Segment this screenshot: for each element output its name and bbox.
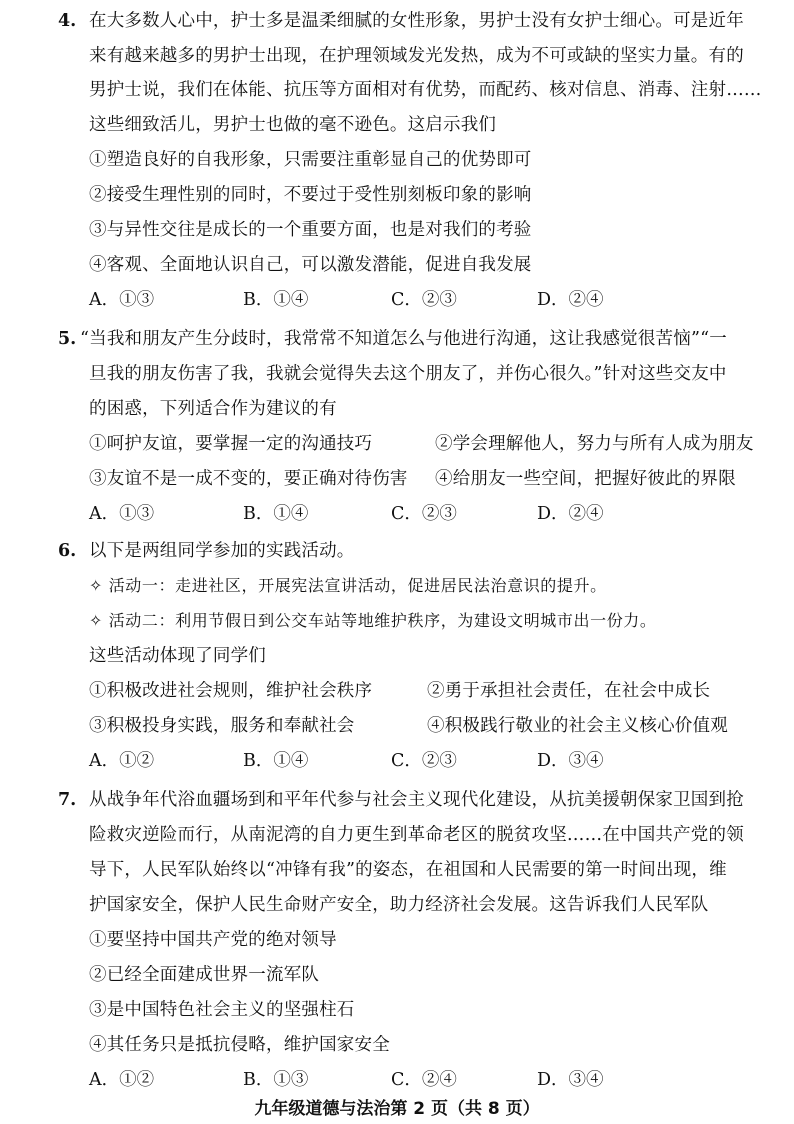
question-number: 4. [58,11,77,31]
option-c: C．②③ [391,290,457,310]
question-number: 6. [58,541,77,561]
option-d: D．②④ [537,504,604,524]
option-b: B．①③ [243,1070,309,1090]
statement: ②勇于承担社会责任，在社会中成长 [427,681,711,701]
stem-line: 以下是两组同学参加的实践活动。 [89,541,355,561]
statement: ③与异性交往是成长的一个重要方面，也是对我们的考验 [89,220,532,240]
statement: ①要坚持中国共产党的绝对领导 [89,930,337,950]
statement: ③积极投身实践，服务和奉献社会 [89,716,355,736]
statements-row [89,462,766,496]
statements-row [89,709,766,743]
statement: ①积极改进社会规则，维护社会秩序 [89,681,373,701]
statement: ③是中国特色社会主义的坚强柱石 [89,1000,355,1020]
statement: ②已经全面建成世界一流军队 [89,965,320,985]
statement: ④积极践行敬业的社会主义核心价值观 [427,716,728,736]
stem-line: 旦我的朋友伤害了我，我就会觉得失去这个朋友了，并伤心很久。”针对这些交友中 [89,364,727,384]
statement: ④其任务只是抵抗侵略，维护国家安全 [89,1035,390,1055]
stem-line: 护国家安全，保护人民生命财产安全，助力经济社会发展。这告诉我们人民军队 [89,895,709,915]
statement: ③友谊不是一成不变的，要正确对待伤害 [89,469,408,489]
option-c: C．②④ [391,1070,457,1090]
stem-line: 从战争年代浴血疆场到和平年代参与社会主义现代化建设，从抗美援朝保家卫国到抢 [89,790,744,810]
stem-line: 男护士说，我们在体能、抗压等方面相对有优势，而配药、核对信息、消毒、注射…… [89,80,762,100]
option-a: A．①③ [89,290,155,310]
stem-line: 导下，人民军队始终以“冲锋有我”的姿态，在祖国和人民需要的第一时间出现，维 [89,860,727,880]
question-number: 7. [58,790,77,810]
option-d: D．③④ [537,751,604,771]
statements-row [89,427,766,461]
statement: ①塑造良好的自我形象，只需要注重彰显自己的优势即可 [89,150,532,170]
stem-line: 来有越来越多的男护士出现，在护理领域发光发热，成为不可或缺的坚实力量。有的 [89,46,744,66]
statements-row [89,674,766,708]
stem-line: “当我和朋友产生分歧时，我常常不知道怎么与他进行沟通，这让我感觉很苦恼”“一 [80,329,727,349]
stem-line: 在大多数人心中，护士多是温柔细腻的女性形象，男护士没有女护士细心。可是近年 [89,11,744,31]
stem-line: 这些细致活儿，男护士也做的毫不逊色。这启示我们 [89,115,497,135]
option-d: D．③④ [537,1070,604,1090]
option-a: A．①② [89,751,155,771]
page-footer: 九年级道德与法治第 2 页（共 8 页） [254,1099,540,1119]
option-b: B．①④ [243,504,309,524]
option-c: C．②③ [391,751,457,771]
statement: ④客观、全面地认识自己，可以激发潜能，促进自我发展 [89,255,532,275]
statement: ②接受生理性别的同时，不要过于受性别刻板印象的影响 [89,185,532,205]
stem-line: 这些活动体现了同学们 [89,646,266,666]
option-a: A．①② [89,1070,155,1090]
statement: ④给朋友一些空间，把握好彼此的界限 [435,469,736,489]
option-b: B．①④ [243,751,309,771]
option-c: C．②③ [391,504,457,524]
option-d: D．②④ [537,290,604,310]
stem-line: 险救灾逆险而行，从南泥湾的自力更生到革命老区的脱贫攻坚……在中国共产党的领 [89,825,744,845]
option-b: B．①④ [243,290,309,310]
question-number: 5. [58,329,77,349]
statement: ②学会理解他人，努力与所有人成为朋友 [435,434,754,454]
statement: ①呵护友谊，要掌握一定的沟通技巧 [89,434,373,454]
option-a: A．①③ [89,504,155,524]
activity-1: ✧ 活动一：走进社区，开展宪法宣讲活动，促进居民法治意识的提升。 [89,576,607,595]
activity-2: ✧ 活动二：利用节假日到公交车站等地维护秩序，为建设文明城市出一份力。 [89,611,657,630]
stem-line: 的困惑，下列适合作为建议的有 [89,399,337,419]
